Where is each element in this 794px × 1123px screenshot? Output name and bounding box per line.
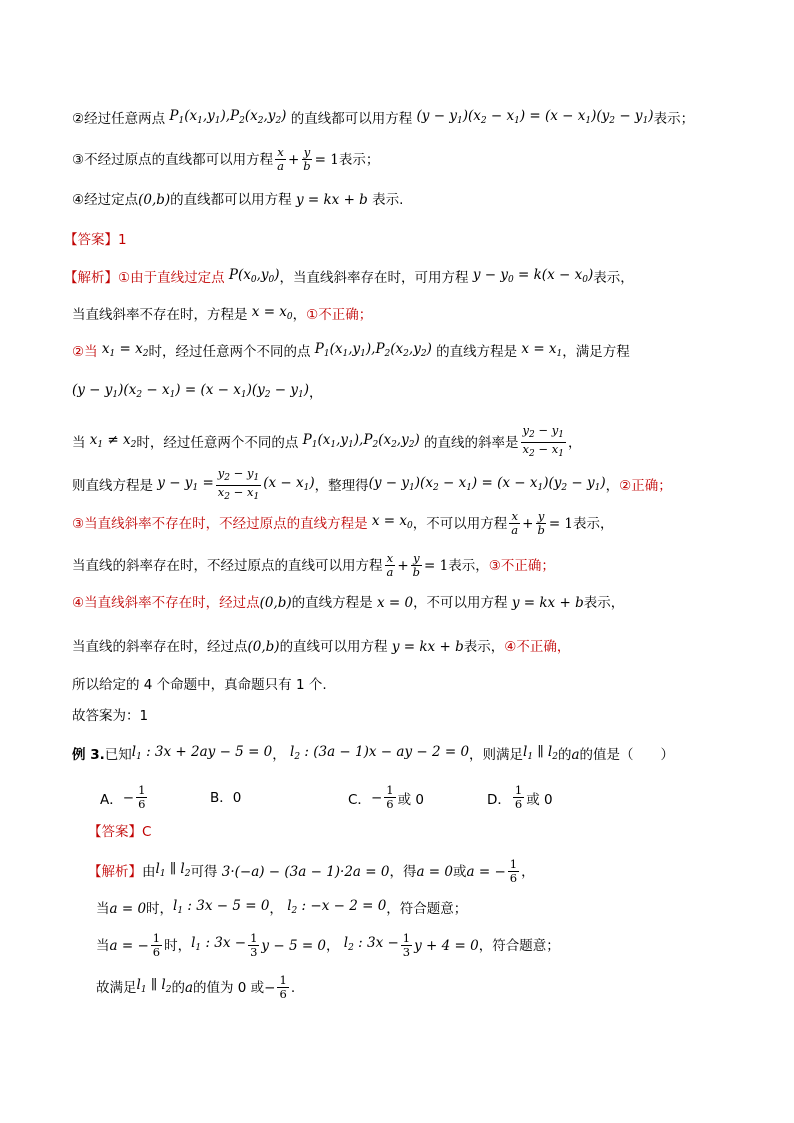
analysis-1-line-3: ②当 $x_1 = x_2$ 时，经过任意两个不同的点 $P_1(x_1,y_1),P_2(x_2,y_2)$ 的直线方程是 $x = x_1$ ，满足方程	[72, 341, 630, 360]
analysis-1-line-5: 当 $x_1 \ne x_2$ 时，经过任意两个不同的点 $P_1(x_1,y_1),P_2(x_2,y_2)$ 的直线的斜率是 $\frac{y_2 - y_1}{x_2 - x_1}$ ，	[72, 423, 582, 459]
proposition-3: ③不经过原点的直线都可以用方程 $\frac{x}{a}$ + $\frac{y}{b}$ = 1 表示；	[72, 145, 380, 173]
analysis-1-line-10: 当直线的斜率存在时，经过点 (0,b) 的直线可以用方程 y = kx + b 表示， ④不正确，	[72, 639, 571, 655]
analysis-3-line-3: 当 a = − $\frac{1}{6}$ 时， $l_1$ : 3x − $\frac{1}{3}$ y − 5 = 0 ， $l_2$ : 3x − $\frac{1}{3}$ y + 4 = 0 ，符合题意；	[96, 931, 560, 959]
analysis-1-line-7: ③当直线斜率不存在时，不经过原点的直线方程是 $x = x_0$ ，不可以用方程 $\frac{x}{a}$ + $\frac{y}{b}$ = 1 表示，	[72, 509, 614, 537]
analysis-3-line-2: 当 a = 0 时， $l_1$ : 3x − 5 = 0 ， $l_2$ : −x − 2 = 0 ，符合题意；	[96, 898, 468, 917]
option-c[interactable]: C． − $\frac{1}{6}$ 或 0	[348, 783, 424, 811]
answer-1: 【答案】 1	[64, 232, 127, 248]
analysis-3-line-1: 【解析】 由 $l_1$ ∥ $l_2$ 可得 3·(−a) − (3a − 1)·2a = 0 ，得 a = 0 或 a = − $\frac{1}{6}$ ，	[88, 857, 535, 885]
analysis-1-line-1: 【解析】 ①由于直线过定点 $P(x_0,y_0)$ ，当直线斜率存在时，可用方程 $y - y_0 = k(x - x_0)$ 表示，	[64, 267, 634, 286]
analysis-1-line-9: ④当直线斜率不存在时，经过点 (0,b) 的直线方程是 x = 0 ，不可以用方程 y = kx + b 表示，	[72, 595, 625, 611]
option-a[interactable]: A． − $\frac{1}{6}$	[100, 783, 146, 811]
analysis-1-line-8: 当直线的斜率存在时，不经过原点的直线可以用方程 $\frac{x}{a}$ + $\frac{y}{b}$ = 1 表示， ③不正确；	[72, 551, 555, 579]
option-d[interactable]: D． $\frac{1}{6}$ 或 0	[487, 783, 553, 811]
analysis-1-line-11: 所以给定的 4 个命题中，真命题只有 1 个.	[72, 677, 327, 693]
example-3-question: 例 3. 已知 $l_1$ : 3x + 2ay − 5 = 0 ， $l_2$ : (3a − 1)x − ay − 2 = 0 ，则满足 $l_1$ ∥ $l_2$ 的 a 的值是（ ）	[72, 744, 675, 763]
analysis-1-line-2: 当直线斜率不存在时，方程是 $x = x_0$ ， ①不正确；	[72, 304, 373, 323]
analysis-1-line-12: 故答案为：1	[72, 708, 149, 724]
analysis-1-line-4: $(y - y_1)(x_2 - x_1) = (x - x_1)(y_2 - y_1)$ ，	[72, 382, 323, 401]
analysis-3-line-4: 故满足 $l_1$ ∥ $l_2$ 的 a 的值为 0 或 − $\frac{1}{6}$ .	[96, 973, 296, 1001]
proposition-2: ②经过任意两点 $P_1(x_1,y_1),P_2(x_2,y_2)$ 的直线都可以用方程 $(y - y_1)(x_2 - x_1) = (x - x_1)(y_2 - y_1)$ 表示；	[72, 108, 695, 127]
proposition-4: ④经过定点 (0,b) 的直线都可以用方程 y = kx + b 表示.	[72, 192, 404, 208]
option-b[interactable]: B．0	[210, 790, 242, 806]
answer-3: 【答案】 C	[88, 824, 152, 840]
analysis-1-line-6: 则直线方程是 $y - y_1$ = $\frac{y_2 - y_1}{x_2 - x_1}$ $(x - x_1)$ ，整理得 $(y - y_1)(x_2 - x_1) = (x - x_1)(y_2 - y_1)$ ， ②正确；	[72, 466, 672, 502]
